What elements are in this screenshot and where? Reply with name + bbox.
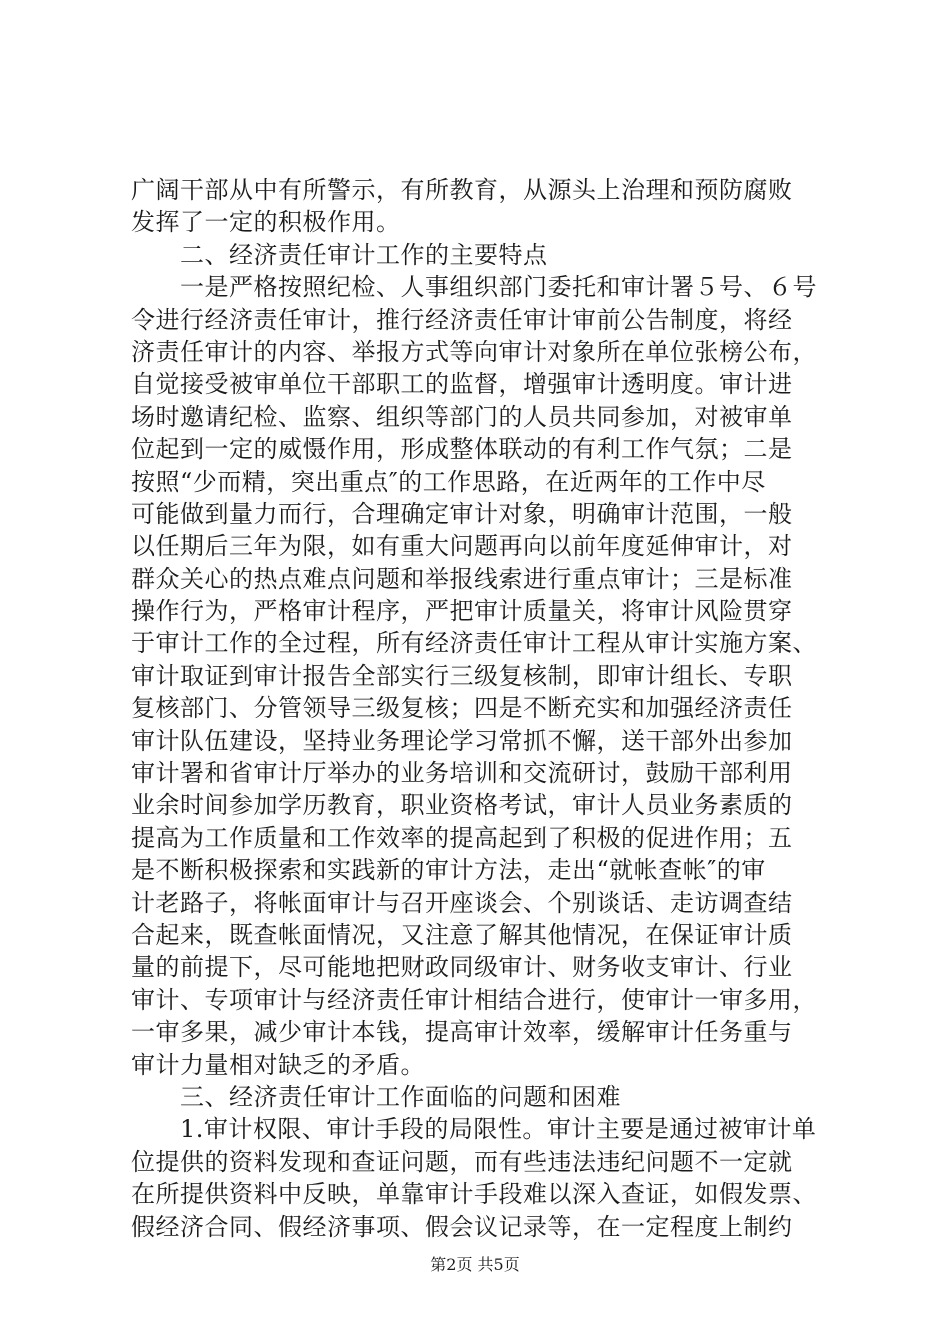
text-line: 复核部门、分管领导三级复核；四是不断充实和加强经济责任 xyxy=(131,694,793,723)
text-line: 审计队伍建设，坚持业务理论学习常抓不懈，送干部外出参加 xyxy=(131,726,793,755)
text-line: 审计力量相对缺乏的矛盾。 xyxy=(131,1050,425,1079)
text-line: 二、经济责任审计工作的主要特点 xyxy=(131,240,548,269)
text-line: 位起到一定的威慑作用，形成整体联动的有利工作气氛；二是 xyxy=(131,435,793,464)
text-line: 量的前提下，尽可能地把财政同级审计、财务收支审计、行业 xyxy=(131,953,793,982)
text-line: 位提供的资料发现和查证问题，而有些违法违纪问题不一定就 xyxy=(131,1147,793,1176)
text-line: 可能做到量力而行，合理确定审计对象，明确审计范围，一般 xyxy=(131,499,793,528)
text-line: 假经济合同、假经济事项、假会议记录等，在一定程度上制约 xyxy=(131,1212,793,1241)
text-line: 审计署和省审计厅举办的业务培训和交流研讨，鼓励干部利用 xyxy=(131,759,793,788)
body-text xyxy=(131,174,831,1243)
text-line: 审计取证到审计报告全部实行三级复核制，即审计组长、专职 xyxy=(131,661,793,690)
page-footer: 第2页 共5页 xyxy=(430,1255,520,1274)
text-line: 场时邀请纪检、监察、组织等部门的人员共同参加，对被审单 xyxy=(131,402,793,431)
text-line: 以任期后三年为限，如有重大问题再向以前年度延伸审计，对 xyxy=(131,532,793,561)
text-line: 业余时间参加学历教育，职业资格考试，审计人员业务素质的 xyxy=(131,791,793,820)
text-line: 广阔干部从中有所警示，有所教育，从源头上治理和预防腐败 xyxy=(131,176,793,204)
text-line: 发挥了一定的积极作用。 xyxy=(131,208,401,237)
text-line: 审计、专项审计与经济责任审计相结合进行，使审计一审多用， xyxy=(131,985,817,1014)
text-line: 1.审计权限、审计手段的局限性。审计主要是通过被审计单 xyxy=(131,1115,817,1144)
text-line: 操作行为，严格审计程序，严把审计质量关，将审计风险贯穿 xyxy=(131,597,793,626)
text-line: 令进行经济责任审计，推行经济责任审计审前公告制度，将经 xyxy=(131,305,793,334)
text-line: 自觉接受被审单位干部职工的监督，增强审计透明度。审计进 xyxy=(131,370,793,399)
text-line: 一审多果，减少审计本钱，提高审计效率，缓解审计任务重与 xyxy=(131,1018,793,1047)
text-line: 是不断积极探索和实践新的审计方法，走出“就帐查帐″的审 xyxy=(131,856,766,885)
text-line: 计老路子，将帐面审计与召开座谈会、个别谈话、走访调查结 xyxy=(131,888,793,917)
text-line: 提高为工作质量和工作效率的提高起到了积极的促进作用；五 xyxy=(131,823,793,852)
text-line: 按照“少而精，突出重点″的工作思路，在近两年的工作中尽 xyxy=(131,467,766,496)
text-line: 三、经济责任审计工作面临的问题和困难 xyxy=(131,1082,621,1111)
text-line: 济责任审计的内容、举报方式等向审计对象所在单位张榜公布， xyxy=(131,337,817,366)
text-line: 于审计工作的全过程，所有经济责任审计工程从审计实施方案、 xyxy=(131,629,817,658)
text-line: 群众关心的热点难点问题和举报线索进行重点审计；三是标准 xyxy=(131,564,793,593)
text-line: 在所提供资料中反映，单靠审计手段难以深入查证，如假发票、 xyxy=(131,1180,817,1209)
text-line: 一是严格按照纪检、人事组织部门委托和审计署５号、６号 xyxy=(131,273,817,302)
text-line: 合起来，既查帐面情况，又注意了解其他情况，在保证审计质 xyxy=(131,920,793,949)
